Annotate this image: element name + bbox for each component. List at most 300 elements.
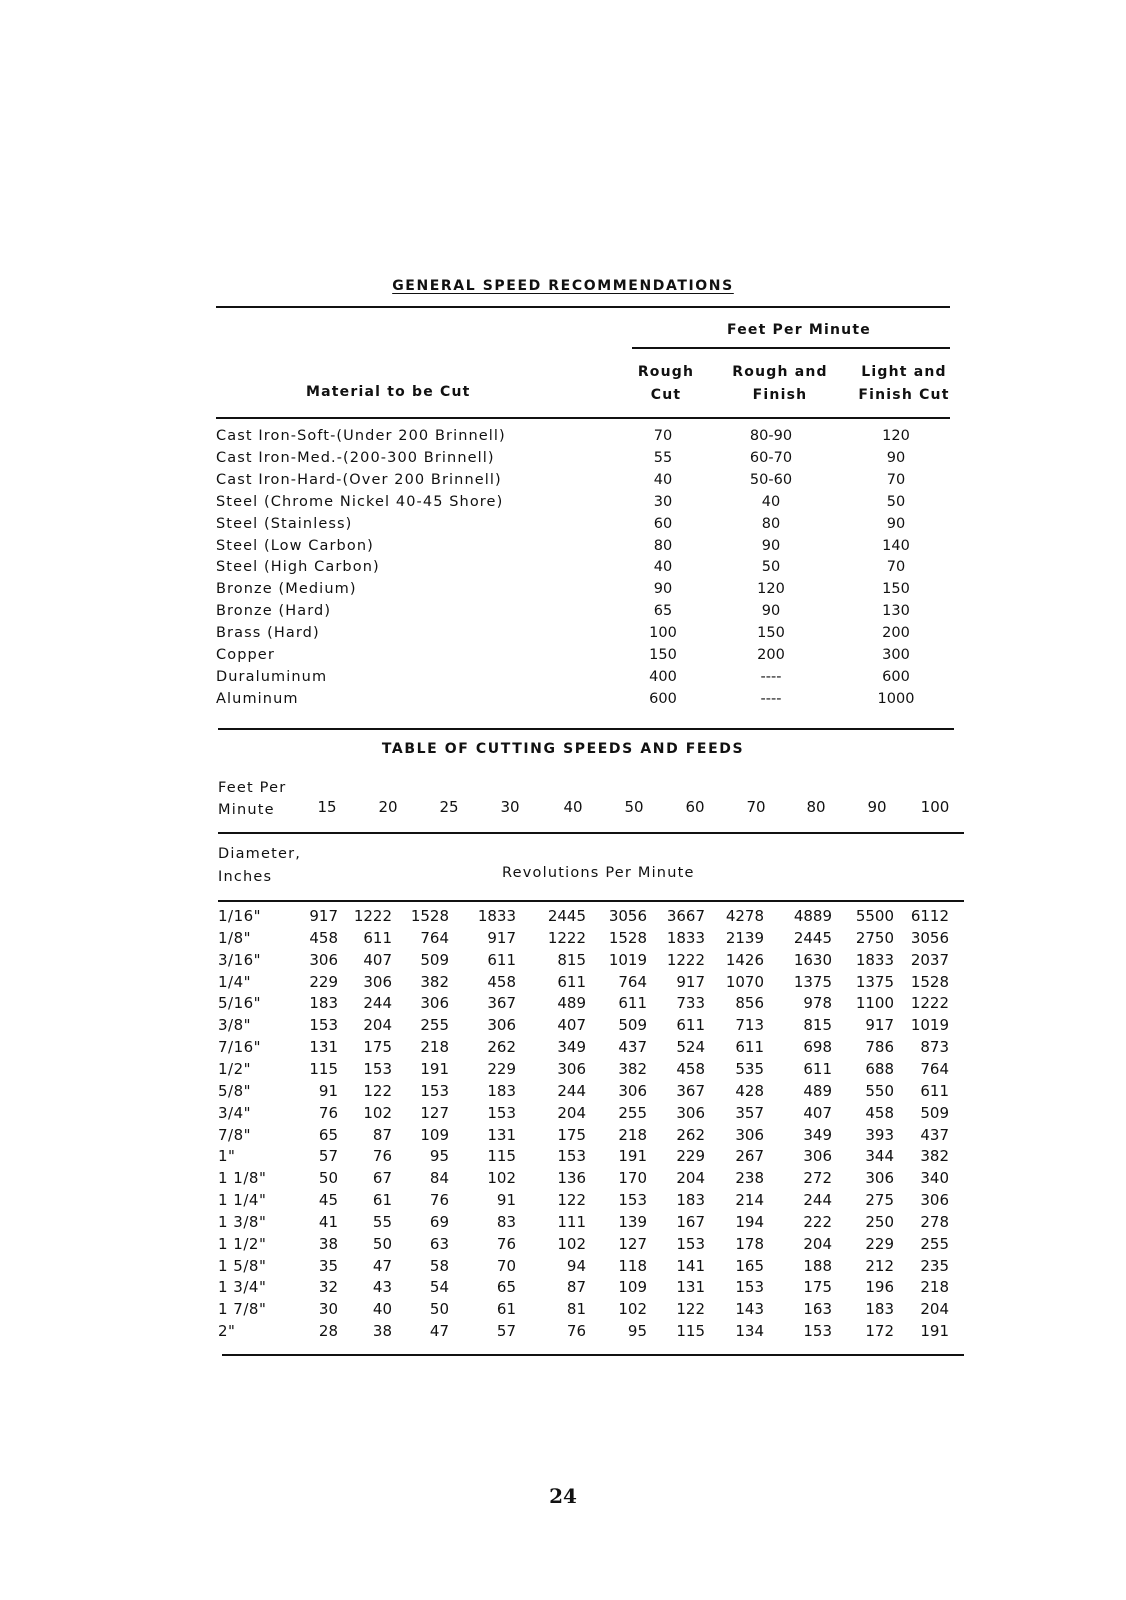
rpm-cell: 611 [920,1081,949,1100]
rpm-cell: 407 [557,1016,586,1035]
diameter-cell: 1 5/8" [218,1256,267,1275]
speed-row-rough: 90 [653,581,673,598]
rpm-cell: 115 [676,1322,705,1341]
rpm-cell: 94 [566,1256,586,1275]
speed-row-light-finish: 300 [882,647,910,663]
rpm-cell: 172 [865,1322,894,1341]
rpm-cell: 102 [363,1103,392,1122]
rpm-cell: 306 [487,1016,516,1035]
rpm-cell: 1833 [855,950,894,969]
speed-row-light-finish: 120 [882,428,910,444]
rpm-cell: 91 [496,1191,516,1210]
feet-per-minute-header: Feet Per Minute [727,322,871,338]
fpm-value: 25 [439,798,459,816]
speed-row-material: Copper [216,647,275,663]
rpm-cell: 111 [557,1212,586,1231]
rpm-cell: 611 [557,972,586,991]
rpm-cell: 35 [318,1256,338,1275]
speed-row-material: Steel (Stainless) [216,515,353,532]
speed-row-light-finish: 50 [886,493,906,510]
rpm-cell: 6112 [910,907,949,925]
speed-row-light-finish: 90 [886,449,906,466]
rpm-cell: 30 [318,1300,338,1319]
rpm-cell: 229 [487,1059,516,1078]
rpm-cell: 214 [735,1191,764,1210]
speed-row-material: Bronze (Medium) [216,581,357,598]
rpm-cell: 131 [487,1125,516,1144]
rpm-cell: 143 [735,1300,764,1319]
feet-per-minute-rule [632,347,950,349]
rpm-cell: 917 [487,928,516,947]
rpm-cell: 306 [557,1059,586,1078]
rpm-cell: 153 [487,1103,516,1122]
rpm-cell: 688 [865,1059,894,1078]
rpm-cell: 57 [496,1322,516,1341]
diameter-cell: 5/8" [218,1081,252,1100]
rpm-cell: 47 [372,1256,392,1275]
diameter-cell: 1/8" [218,928,252,947]
rpm-cell: 229 [676,1147,705,1166]
rpm-cell: 349 [803,1125,832,1144]
rpm-cell: 437 [618,1038,647,1057]
rpm-cell: 84 [429,1169,449,1188]
rpm-cell: 170 [618,1169,647,1188]
rpm-cell: 153 [803,1322,832,1341]
rpm-cell: 1528 [410,907,449,925]
speed-row-light-finish: 1000 [877,690,915,707]
speed-row-material: Brass (Hard) [216,625,320,642]
rpm-cell: 437 [920,1125,949,1144]
fpm-value: 80 [806,798,826,816]
speed-table-header-rule [216,417,950,419]
rough-cut-header [626,361,706,407]
rpm-cell: 115 [309,1059,338,1078]
rpm-cell: 175 [803,1278,832,1297]
rpm-cell: 262 [487,1038,516,1057]
rpm-cell: 175 [363,1038,392,1057]
rpm-cell: 4889 [793,907,832,925]
rpm-cell: 1426 [725,950,764,969]
rpm-cell: 43 [372,1278,392,1297]
speed-row-rough-finish: 40 [761,493,781,510]
rpm-cell: 764 [618,972,647,991]
speed-row-light-finish: 70 [886,559,906,576]
rpm-cell: 175 [557,1125,586,1144]
rpm-cell: 458 [309,928,338,947]
diameter-cell: 1 3/4" [218,1278,267,1297]
rpm-cell: 1070 [725,972,764,991]
rpm-cell: 55 [372,1212,392,1231]
speed-row-rough: 100 [649,625,677,642]
speed-row-light-finish: 200 [882,625,910,642]
diameter-cell: 3/16" [218,950,262,969]
rpm-cell: 611 [803,1059,832,1078]
rpm-cell: 196 [865,1278,894,1297]
rpm-cell: 458 [487,972,516,991]
diameter-cell: 1/2" [218,1059,252,1078]
diameter-cell: 3/8" [218,1016,252,1035]
speed-row-rough-finish: 50 [761,559,781,576]
speed-row-rough: 40 [653,471,673,488]
rpm-cell: 229 [865,1234,894,1253]
rpm-cell: 1833 [666,928,705,947]
diameter-cell: 7/8" [218,1125,252,1144]
rpm-cell: 183 [487,1081,516,1100]
material-header: Material to be Cut [306,384,471,400]
rpm-cell: 1528 [910,972,949,991]
rpm-cell: 255 [618,1103,647,1122]
rpm-cell: 218 [618,1125,647,1144]
rpm-cell: 204 [920,1300,949,1319]
rpm-cell: 194 [735,1212,764,1231]
rpm-cell: 306 [920,1191,949,1210]
rpm-cell: 255 [920,1234,949,1253]
diameter-cell: 1 3/8" [218,1212,267,1231]
rpm-cell: 163 [803,1300,832,1319]
diameter-label-line1: Diameter, [218,846,302,862]
rpm-cell: 167 [676,1212,705,1231]
rpm-cell: 131 [676,1278,705,1297]
rpm-cell: 509 [420,950,449,969]
diameter-cell: 1/4" [218,972,252,991]
fpm-value: 50 [624,798,644,816]
rpm-cell: 306 [309,950,338,969]
rpm-cell: 267 [735,1147,764,1166]
rpm-cell: 95 [627,1322,647,1341]
rpm-cell: 76 [496,1234,516,1253]
rpm-cell: 76 [372,1147,392,1166]
rpm-cell: 102 [487,1169,516,1188]
speed-row-rough-finish: 90 [761,537,781,554]
rpm-cell: 153 [557,1147,586,1166]
rpm-cell: 509 [618,1016,647,1035]
rpm-cell: 1222 [547,928,586,947]
rpm-cell: 611 [676,1016,705,1035]
rpm-cell: 382 [920,1147,949,1166]
rpm-cell: 2139 [725,928,764,947]
speed-row-light-finish: 600 [882,668,910,685]
rough-finish-header [722,361,838,407]
rpm-cell: 382 [420,972,449,991]
speed-row-rough: 70 [653,428,673,444]
speed-row-rough-finish: 90 [761,603,781,620]
rpm-cell: 95 [429,1147,449,1166]
speed-row-rough: 40 [653,559,673,576]
speed-row-material: Steel (High Carbon) [216,559,380,576]
rpm-cell: 3056 [910,928,949,947]
rpm-cell: 1630 [793,950,832,969]
rpm-cell: 204 [803,1234,832,1253]
rpm-cell: 1375 [793,972,832,991]
rpm-cell: 178 [735,1234,764,1253]
speed-table-top-rule [216,306,950,308]
rpm-cell: 222 [803,1212,832,1231]
rpm-cell: 76 [566,1322,586,1341]
rpm-cell: 153 [363,1059,392,1078]
diameter-cell: 1 1/8" [218,1169,267,1188]
rpm-cell: 2037 [910,950,949,969]
rpm-cell: 2445 [547,907,586,925]
rpm-cell: 50 [318,1169,338,1188]
rpm-cell: 141 [676,1256,705,1275]
rough-finish-header-line1: Rough and [732,364,828,380]
rpm-cell: 255 [420,1016,449,1035]
rpm-cell: 306 [803,1147,832,1166]
rpm-cell: 131 [309,1038,338,1057]
speed-row-rough: 80 [653,537,673,554]
rpm-cell: 306 [865,1169,894,1188]
speed-row-rough-finish: 80-90 [749,428,793,444]
rpm-cell: 1222 [910,994,949,1013]
rpm-cell: 102 [557,1234,586,1253]
rpm-cell: 393 [865,1125,894,1144]
rpm-cell: 428 [735,1081,764,1100]
rpm-cell: 407 [363,950,392,969]
rpm-cell: 65 [318,1125,338,1144]
speed-row-rough: 400 [649,668,677,685]
feed-table-fpm-rule [218,832,964,834]
rpm-cell: 1528 [608,928,647,947]
rpm-cell: 50 [372,1234,392,1253]
rpm-cell: 76 [318,1103,338,1122]
rpm-cell: 136 [557,1169,586,1188]
rpm-cell: 262 [676,1125,705,1144]
rpm-cell: 1019 [608,950,647,969]
rpm-cell: 306 [420,994,449,1013]
rpm-cell: 611 [363,928,392,947]
rpm-cell: 458 [865,1103,894,1122]
rpm-cell: 115 [487,1147,516,1166]
rpm-cell: 38 [318,1234,338,1253]
rpm-cell: 244 [363,994,392,1013]
rpm-cell: 165 [735,1256,764,1275]
rpm-cell: 550 [865,1081,894,1100]
diameter-cell: 1 7/8" [218,1300,267,1319]
page-number: 24 [549,1484,577,1508]
rpm-cell: 87 [566,1278,586,1297]
rpm-cell: 367 [676,1081,705,1100]
rpm-cell: 306 [363,972,392,991]
rpm-cell: 122 [676,1300,705,1319]
rpm-cell: 611 [487,950,516,969]
speed-row-rough-finish: ---- [760,690,782,707]
fpm-value: 70 [746,798,766,816]
rpm-label: Revolutions Per Minute [502,865,695,881]
speed-row-rough-finish: 150 [757,625,785,642]
diameter-cell: 3/4" [218,1103,252,1122]
diameter-cell: 7/16" [218,1038,262,1057]
rpm-cell: 524 [676,1038,705,1057]
rpm-cell: 70 [496,1256,516,1275]
rpm-cell: 4278 [725,907,764,925]
speed-row-rough: 55 [653,449,673,466]
rpm-cell: 204 [676,1169,705,1188]
rpm-cell: 153 [309,1016,338,1035]
rpm-cell: 250 [865,1212,894,1231]
rpm-cell: 2445 [793,928,832,947]
rpm-cell: 978 [803,994,832,1013]
speed-row-rough: 150 [649,647,677,663]
rpm-cell: 204 [363,1016,392,1035]
fpm-value: 30 [500,798,520,816]
rpm-cell: 191 [420,1059,449,1078]
diameter-cell: 1 1/2" [218,1234,267,1253]
speed-row-light-finish: 140 [882,537,910,554]
speed-row-material: Cast Iron-Med.-(200-300 Brinnell) [216,449,495,466]
rpm-cell: 1222 [666,950,705,969]
rpm-cell: 229 [309,972,338,991]
rpm-cell: 764 [920,1059,949,1078]
rpm-cell: 235 [920,1256,949,1275]
rpm-cell: 40 [372,1300,392,1319]
rpm-cell: 32 [318,1278,338,1297]
fpm-value: 60 [685,798,705,816]
rpm-cell: 1019 [910,1016,949,1035]
rpm-cell: 535 [735,1059,764,1078]
rpm-cell: 45 [318,1191,338,1210]
rpm-cell: 212 [865,1256,894,1275]
diameter-cell: 1" [218,1147,236,1166]
rpm-cell: 917 [309,907,338,925]
rpm-cell: 47 [429,1322,449,1341]
speed-row-material: Cast Iron-Soft-(Under 200 Brinnell) [216,428,506,444]
fpm-value: 15 [317,798,337,816]
rpm-cell: 28 [318,1322,338,1341]
rpm-cell: 54 [429,1278,449,1297]
rpm-cell: 698 [803,1038,832,1057]
speed-row-material: Aluminum [216,690,299,707]
rpm-cell: 67 [372,1169,392,1188]
rpm-cell: 81 [566,1300,586,1319]
rpm-cell: 786 [865,1038,894,1057]
light-finish-header-line1: Light and [861,364,947,380]
speed-row-light-finish: 90 [886,515,906,532]
rough-cut-header-line1: Rough [637,364,695,380]
rpm-cell: 1833 [477,907,516,925]
speed-row-light-finish: 70 [886,471,906,488]
rpm-cell: 122 [363,1081,392,1100]
rpm-cell: 87 [372,1125,392,1144]
rpm-cell: 815 [803,1016,832,1035]
diameter-label [218,843,301,889]
speed-row-material: Cast Iron-Hard-(Over 200 Brinnell) [216,471,502,488]
speed-row-rough-finish: 200 [757,647,785,663]
speed-row-rough-finish: 80 [761,515,781,532]
speed-row-rough: 60 [653,515,673,532]
fpm-value: 100 [920,798,950,816]
rpm-cell: 61 [372,1191,392,1210]
rpm-cell: 3056 [608,907,647,925]
rpm-cell: 349 [557,1038,586,1057]
speed-row-light-finish: 150 [882,581,910,598]
fpm-value: 40 [563,798,583,816]
rpm-cell: 509 [920,1103,949,1122]
diameter-cell: 5/16" [218,994,262,1013]
rpm-cell: 153 [676,1234,705,1253]
rpm-cell: 815 [557,950,586,969]
rpm-cell: 278 [920,1212,949,1231]
rpm-cell: 50 [429,1300,449,1319]
diameter-cell: 1 1/4" [218,1191,267,1210]
rpm-cell: 69 [429,1212,449,1231]
rpm-cell: 58 [429,1256,449,1275]
rpm-cell: 218 [420,1038,449,1057]
rpm-cell: 733 [676,994,705,1013]
rpm-cell: 357 [735,1103,764,1122]
speed-row-light-finish: 130 [882,603,910,620]
rpm-cell: 41 [318,1212,338,1231]
speed-row-material: Steel (Low Carbon) [216,537,374,554]
rpm-cell: 611 [735,1038,764,1057]
rpm-cell: 611 [618,994,647,1013]
rpm-cell: 238 [735,1169,764,1188]
rpm-cell: 183 [676,1191,705,1210]
speed-table-title: GENERAL SPEED RECOMMENDATIONS [392,278,734,294]
rpm-cell: 91 [318,1081,338,1100]
speed-row-material: Bronze (Hard) [216,603,332,620]
rpm-cell: 306 [735,1125,764,1144]
feet-per-minute-label [218,777,286,821]
rough-finish-header-line2: Finish [752,387,808,403]
rpm-cell: 1100 [855,994,894,1013]
rpm-cell: 306 [618,1081,647,1100]
rpm-cell: 367 [487,994,516,1013]
rpm-cell: 2750 [855,928,894,947]
rpm-cell: 153 [618,1191,647,1210]
rpm-cell: 139 [618,1212,647,1231]
rpm-cell: 183 [309,994,338,1013]
speed-row-rough: 600 [649,690,677,707]
rpm-cell: 109 [618,1278,647,1297]
rpm-cell: 382 [618,1059,647,1078]
feet-per-minute-label-line2: Minute [218,802,275,818]
rpm-cell: 917 [865,1016,894,1035]
rpm-cell: 306 [676,1103,705,1122]
feed-table-bottom-rule [222,1354,964,1356]
rpm-cell: 873 [920,1038,949,1057]
feet-per-minute-label-line1: Feet Per [218,780,287,796]
fpm-value: 90 [867,798,887,816]
rpm-cell: 713 [735,1016,764,1035]
rpm-cell: 340 [920,1169,949,1188]
rpm-cell: 917 [676,972,705,991]
rpm-cell: 83 [496,1212,516,1231]
rpm-cell: 3667 [666,907,705,925]
rpm-cell: 407 [803,1103,832,1122]
rpm-cell: 102 [618,1300,647,1319]
rpm-cell: 191 [618,1147,647,1166]
rpm-cell: 344 [865,1147,894,1166]
rpm-cell: 188 [803,1256,832,1275]
speed-row-rough: 30 [653,493,673,510]
rpm-cell: 153 [420,1081,449,1100]
diameter-cell: 2" [218,1322,236,1341]
rpm-cell: 191 [920,1322,949,1341]
feed-table-title: TABLE OF CUTTING SPEEDS AND FEEDS [381,741,745,757]
rpm-cell: 5500 [855,907,894,925]
speed-row-rough-finish: 60-70 [749,449,793,466]
rpm-cell: 109 [420,1125,449,1144]
speed-row-rough: 65 [653,603,673,620]
rpm-cell: 61 [496,1300,516,1319]
speed-row-rough-finish: 120 [757,581,785,598]
rpm-cell: 244 [803,1191,832,1210]
rpm-cell: 127 [618,1234,647,1253]
speed-row-material: Duraluminum [216,668,328,685]
rpm-cell: 57 [318,1147,338,1166]
rough-cut-header-line2: Cut [650,387,682,403]
fpm-value: 20 [378,798,398,816]
